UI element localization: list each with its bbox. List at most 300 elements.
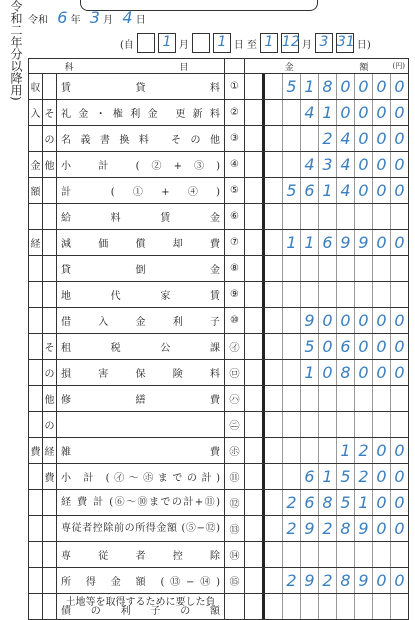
subgroup-cell [43, 542, 57, 568]
digit-cell[interactable]: 0 [372, 490, 390, 515]
digit-cell[interactable]: 0 [372, 178, 390, 203]
digit-cell[interactable]: 9 [354, 516, 372, 541]
digit-cell[interactable]: 4 [336, 152, 354, 177]
row-amount[interactable] [245, 178, 409, 204]
digit-cell[interactable]: 4 [300, 152, 318, 177]
digit-cell[interactable] [318, 256, 336, 281]
digit-cell[interactable]: 5 [282, 178, 300, 203]
group-cell: 金 [29, 152, 43, 178]
row-number: ㋥ [225, 412, 245, 438]
digit-cell[interactable] [262, 464, 282, 489]
digit-cell[interactable] [262, 568, 282, 593]
row-amount[interactable] [245, 152, 409, 178]
digit-cell[interactable]: 1 [300, 74, 318, 99]
subgroup-cell: の [43, 412, 57, 438]
row-label: 所 得 金 額 (⑬−⑭) [57, 568, 225, 594]
table-row [29, 438, 409, 464]
digit-cell[interactable]: 2 [354, 438, 372, 463]
row-label: 小 計 (㋑〜㋭までの計) [57, 464, 225, 490]
digit-cell[interactable]: 5 [282, 74, 300, 99]
digit-cell[interactable] [262, 438, 282, 463]
digit-cell[interactable]: 6 [300, 490, 318, 515]
digit-cell[interactable]: 5 [336, 464, 354, 489]
digit-cell[interactable] [262, 516, 282, 541]
digit-cell[interactable] [245, 282, 262, 307]
digit-cell[interactable] [282, 152, 300, 177]
digit-cell[interactable]: 1 [282, 230, 300, 255]
amount-digits[interactable] [245, 126, 408, 151]
digit-cell[interactable] [336, 256, 354, 281]
row-label: 修 繕 費 [57, 386, 225, 412]
row-label: 専 従 者 控 除 [57, 542, 225, 568]
digit-cell[interactable] [282, 438, 300, 463]
digit-cell[interactable] [282, 542, 300, 567]
digit-cell[interactable]: 0 [390, 568, 408, 593]
table-row [29, 334, 409, 360]
digit-cell[interactable] [245, 152, 262, 177]
digit-cell[interactable]: 6 [318, 230, 336, 255]
amount-digits[interactable] [245, 308, 408, 333]
digit-cell[interactable]: 0 [372, 516, 390, 541]
digit-cell[interactable]: 8 [336, 568, 354, 593]
digit-cell[interactable]: 2 [318, 126, 336, 151]
row-amount[interactable] [245, 308, 409, 334]
digit-cell[interactable] [245, 126, 262, 151]
digit-cell[interactable]: 0 [354, 74, 372, 99]
group-cell [29, 334, 43, 360]
digit-cell[interactable] [354, 282, 372, 307]
digit-cell[interactable] [300, 386, 318, 411]
digit-cell[interactable] [245, 360, 262, 385]
amount-digits[interactable] [245, 542, 408, 567]
digit-cell[interactable] [336, 412, 354, 437]
period-row: (自 1 月 1 日 至 1 12 月 3 31 日) [120, 33, 371, 53]
digit-cell[interactable]: 4 [336, 178, 354, 203]
digit-cell[interactable] [245, 490, 262, 515]
header-frame [80, 0, 318, 11]
digit-cell[interactable] [262, 74, 282, 99]
digit-cell[interactable]: 0 [372, 152, 390, 177]
row-amount[interactable] [245, 386, 409, 412]
digit-cell[interactable] [300, 412, 318, 437]
digit-cell[interactable] [372, 594, 390, 619]
digit-cell[interactable]: 9 [300, 308, 318, 333]
digit-cell[interactable]: 8 [318, 74, 336, 99]
digit-cell[interactable]: 8 [318, 490, 336, 515]
row-label [57, 412, 225, 438]
digit-cell[interactable]: 6 [300, 178, 318, 203]
digit-cell[interactable] [245, 516, 262, 541]
digit-cell[interactable]: 1 [336, 438, 354, 463]
digit-cell[interactable]: 0 [372, 334, 390, 359]
digit-cell[interactable]: 1 [300, 360, 318, 385]
digit-cell[interactable]: 0 [372, 568, 390, 593]
amount-digits[interactable] [245, 282, 408, 307]
group-cell [29, 412, 43, 438]
digit-cell[interactable] [390, 282, 408, 307]
digit-cell[interactable]: 2 [282, 490, 300, 515]
group-cell: 費 [29, 438, 43, 464]
digit-cell[interactable] [262, 542, 282, 567]
digit-cell[interactable] [282, 100, 300, 125]
digit-cell[interactable] [318, 438, 336, 463]
form-side-label: 令和二年分以降用) [9, 0, 23, 101]
digit-cell[interactable] [262, 152, 282, 177]
amount-digits[interactable] [245, 334, 408, 359]
digit-cell[interactable]: 9 [354, 568, 372, 593]
digit-cell[interactable]: 2 [354, 464, 372, 489]
digit-cell[interactable] [318, 542, 336, 567]
digit-cell[interactable] [354, 256, 372, 281]
digit-cell[interactable]: 0 [390, 334, 408, 359]
digit-cell[interactable] [245, 464, 262, 489]
row-number: ② [225, 100, 245, 126]
amount-digits[interactable] [245, 386, 408, 411]
digit-cell[interactable]: 8 [336, 516, 354, 541]
digit-cell[interactable]: 0 [336, 74, 354, 99]
group-cell [29, 282, 43, 308]
digit-cell[interactable] [390, 386, 408, 411]
row-amount[interactable] [245, 568, 409, 594]
digit-cell[interactable]: 1 [318, 464, 336, 489]
digit-cell[interactable]: 0 [354, 360, 372, 385]
digit-cell[interactable] [372, 256, 390, 281]
digit-cell[interactable]: 0 [318, 334, 336, 359]
digit-cell[interactable] [245, 568, 262, 593]
digit-cell[interactable]: 2 [282, 516, 300, 541]
digit-cell[interactable]: 1 [354, 490, 372, 515]
digit-cell[interactable] [300, 256, 318, 281]
digit-cell[interactable] [245, 74, 262, 99]
table-row [29, 386, 409, 412]
digit-cell[interactable] [300, 282, 318, 307]
amount-digits[interactable] [245, 100, 408, 125]
table-row [29, 464, 409, 490]
row-amount[interactable] [245, 360, 409, 386]
digit-cell[interactable] [372, 412, 390, 437]
digit-cell[interactable] [390, 542, 408, 567]
row-label: 賃 貸 料 [57, 74, 225, 100]
subgroup-cell [43, 178, 57, 204]
digit-cell[interactable]: 0 [390, 230, 408, 255]
amount-digits[interactable] [245, 464, 408, 489]
subgroup-cell: 他 [43, 152, 57, 178]
digit-cell[interactable] [282, 308, 300, 333]
row-amount[interactable] [245, 282, 409, 308]
from-day[interactable]: 1 [213, 33, 231, 53]
digit-cell[interactable] [262, 282, 282, 307]
subgroup-cell [43, 490, 57, 516]
row-number [225, 594, 245, 620]
row-number: ④ [225, 152, 245, 178]
row-amount[interactable] [245, 516, 409, 542]
row-number: ⑪ [225, 464, 245, 490]
row-amount[interactable] [245, 438, 409, 464]
row-number: ⑫ [225, 490, 245, 516]
digit-cell[interactable] [262, 308, 282, 333]
month-value[interactable]: 3 [89, 8, 100, 27]
digit-cell[interactable] [300, 594, 318, 619]
amount-digits[interactable] [245, 490, 408, 515]
amount-digits[interactable] [245, 412, 408, 437]
row-amount[interactable] [245, 464, 409, 490]
digit-cell[interactable] [372, 386, 390, 411]
digit-cell[interactable]: 0 [390, 178, 408, 203]
digit-cell[interactable] [262, 386, 282, 411]
to-day[interactable]: 31 [336, 33, 354, 53]
digit-cell[interactable] [354, 594, 372, 619]
digit-cell[interactable]: 2 [318, 568, 336, 593]
group-cell [29, 490, 43, 516]
era-label: 令和 [28, 15, 48, 26]
amount-digits[interactable] [245, 204, 408, 229]
row-amount[interactable] [245, 412, 409, 438]
digit-cell[interactable]: 0 [390, 490, 408, 515]
digit-cell[interactable] [390, 594, 408, 619]
digit-cell[interactable] [245, 542, 262, 567]
digit-cell[interactable] [354, 542, 372, 567]
group-cell [29, 256, 43, 282]
digit-cell[interactable]: 4 [300, 100, 318, 125]
digit-cell[interactable] [282, 464, 300, 489]
year-value[interactable]: 6 [57, 8, 68, 27]
digit-cell[interactable]: 3 [318, 152, 336, 177]
digit-cell[interactable] [282, 594, 300, 619]
digit-cell[interactable]: 0 [372, 126, 390, 151]
digit-cell[interactable]: 0 [390, 516, 408, 541]
digit-cell[interactable] [282, 204, 300, 229]
digit-cell[interactable] [336, 204, 354, 229]
day-unit: 日 [135, 15, 146, 26]
table-row [29, 74, 409, 100]
subgroup-cell: そ [43, 334, 57, 360]
group-cell [29, 204, 43, 230]
digit-cell[interactable]: 0 [372, 74, 390, 99]
row-amount[interactable] [245, 100, 409, 126]
digit-cell[interactable]: 5 [300, 334, 318, 359]
row-amount[interactable] [245, 334, 409, 360]
digit-cell[interactable]: 0 [336, 308, 354, 333]
digit-cell[interactable] [336, 542, 354, 567]
amount-digits[interactable] [245, 152, 408, 177]
digit-cell[interactable]: 0 [390, 438, 408, 463]
digit-cell[interactable] [245, 438, 262, 463]
digit-cell[interactable]: 0 [372, 100, 390, 125]
to-month[interactable]: 12 [281, 33, 299, 53]
digit-cell[interactable]: 0 [372, 464, 390, 489]
digit-cell[interactable] [262, 412, 282, 437]
row-label: 経 費 計 (⑥〜⑩までの計+⑪) [57, 490, 225, 516]
amount-digits[interactable] [245, 230, 408, 255]
row-label: 専従者控除前の所得金額 (⑤−⑫) [57, 516, 225, 542]
digit-cell[interactable] [318, 386, 336, 411]
digit-cell[interactable]: 2 [282, 568, 300, 593]
digit-cell[interactable] [318, 204, 336, 229]
digit-cell[interactable] [245, 204, 262, 229]
month-unit: 月 [103, 15, 114, 26]
digit-cell[interactable] [390, 412, 408, 437]
digit-cell[interactable]: 0 [372, 360, 390, 385]
row-number: ⑩ [225, 308, 245, 334]
digit-cell[interactable]: 0 [390, 126, 408, 151]
digit-cell[interactable] [336, 594, 354, 619]
subgroup-cell: の [43, 126, 57, 152]
digit-cell[interactable] [336, 282, 354, 307]
digit-cell[interactable] [300, 204, 318, 229]
digit-cell[interactable]: 5 [336, 490, 354, 515]
digit-cell[interactable] [245, 100, 262, 125]
digit-cell[interactable] [262, 594, 282, 619]
subgroup-cell [43, 256, 57, 282]
digit-cell[interactable]: 2 [318, 516, 336, 541]
digit-cell[interactable] [354, 412, 372, 437]
amount-digits[interactable] [245, 178, 408, 203]
digit-cell[interactable] [262, 230, 282, 255]
table-row [29, 204, 409, 230]
digit-cell[interactable]: 0 [354, 152, 372, 177]
digit-cell[interactable]: 0 [390, 308, 408, 333]
digit-cell[interactable] [262, 126, 282, 151]
digit-cell[interactable] [318, 594, 336, 619]
digit-cell[interactable]: 9 [300, 568, 318, 593]
amount-digits[interactable] [245, 516, 408, 541]
digit-cell[interactable]: 8 [336, 360, 354, 385]
row-amount[interactable] [245, 230, 409, 256]
digit-cell[interactable] [262, 100, 282, 125]
digit-cell[interactable] [245, 386, 262, 411]
row-amount[interactable] [245, 490, 409, 516]
row-amount[interactable] [245, 204, 409, 230]
digit-cell[interactable] [282, 126, 300, 151]
digit-cell[interactable] [282, 256, 300, 281]
digit-cell[interactable]: 0 [354, 178, 372, 203]
digit-cell[interactable]: 9 [354, 230, 372, 255]
table-row [29, 178, 409, 204]
digit-cell[interactable]: 0 [354, 334, 372, 359]
digit-cell[interactable] [262, 360, 282, 385]
digit-cell[interactable] [318, 282, 336, 307]
row-amount[interactable] [245, 542, 409, 568]
row-amount[interactable] [245, 256, 409, 282]
to-month-unit: 月 [301, 39, 312, 51]
digit-cell[interactable] [318, 412, 336, 437]
digit-cell[interactable] [336, 386, 354, 411]
digit-cell[interactable] [245, 334, 262, 359]
digit-cell[interactable] [262, 204, 282, 229]
from-day-unit: 日 [233, 39, 244, 51]
digit-cell[interactable] [354, 204, 372, 229]
digit-cell[interactable] [354, 386, 372, 411]
digit-cell[interactable]: 0 [318, 308, 336, 333]
row-number: ㋭ [225, 438, 245, 464]
digit-cell[interactable] [245, 256, 262, 281]
digit-cell[interactable] [282, 334, 300, 359]
digit-cell[interactable]: 6 [336, 334, 354, 359]
group-cell [29, 126, 43, 152]
subgroup-cell: の [43, 360, 57, 386]
digit-cell[interactable] [372, 204, 390, 229]
digit-cell[interactable]: 0 [390, 152, 408, 177]
row-amount[interactable] [245, 126, 409, 152]
digit-cell[interactable]: 0 [372, 308, 390, 333]
row-label: 計 (①+④) [57, 178, 225, 204]
digit-cell[interactable] [390, 256, 408, 281]
digit-cell[interactable] [262, 334, 282, 359]
digit-cell[interactable] [245, 594, 262, 619]
digit-cell[interactable] [262, 490, 282, 515]
row-number: ⑮ [225, 568, 245, 594]
digit-cell[interactable]: 0 [390, 100, 408, 125]
amount-digits[interactable] [245, 360, 408, 385]
digit-cell[interactable] [262, 178, 282, 203]
digit-cell[interactable]: 0 [372, 438, 390, 463]
digit-cell[interactable] [300, 438, 318, 463]
day-value[interactable]: 4 [122, 8, 133, 27]
amount-digits[interactable] [245, 74, 408, 99]
row-label: 土地等を取得するために要した負債の利子の額 [57, 594, 225, 620]
row-label: 地 代 家 賃 [57, 282, 225, 308]
group-cell [29, 516, 43, 542]
digit-cell[interactable]: 0 [372, 230, 390, 255]
row-number: ⑧ [225, 256, 245, 282]
period-open: (自 [120, 39, 134, 51]
digit-cell[interactable]: 9 [336, 230, 354, 255]
digit-cell[interactable]: 0 [318, 360, 336, 385]
digit-cell[interactable] [282, 282, 300, 307]
digit-cell[interactable]: 9 [300, 516, 318, 541]
digit-cell[interactable]: 1 [318, 100, 336, 125]
digit-cell[interactable] [262, 256, 282, 281]
subgroup-cell [43, 568, 57, 594]
digit-cell[interactable]: 0 [354, 126, 372, 151]
digit-cell[interactable]: 0 [354, 308, 372, 333]
table-row [29, 542, 409, 568]
row-amount[interactable] [245, 74, 409, 100]
digit-cell[interactable] [245, 230, 262, 255]
digit-cell[interactable] [300, 126, 318, 151]
digit-cell[interactable] [282, 412, 300, 437]
group-cell [29, 568, 43, 594]
digit-cell[interactable]: 4 [336, 126, 354, 151]
amount-digits[interactable] [245, 594, 408, 619]
digit-cell[interactable]: 1 [300, 230, 318, 255]
digit-cell[interactable]: 0 [390, 360, 408, 385]
group-cell [29, 464, 43, 490]
digit-cell[interactable] [300, 542, 318, 567]
digit-cell[interactable] [245, 308, 262, 333]
digit-cell[interactable] [245, 178, 262, 203]
digit-cell[interactable] [282, 360, 300, 385]
digit-cell[interactable]: 6 [300, 464, 318, 489]
digit-cell[interactable]: 0 [336, 100, 354, 125]
digit-cell[interactable] [282, 386, 300, 411]
digit-cell[interactable]: 0 [390, 74, 408, 99]
group-cell [29, 594, 43, 620]
digit-cell[interactable]: 0 [354, 100, 372, 125]
digit-cell[interactable] [390, 204, 408, 229]
digit-cell[interactable]: 1 [318, 178, 336, 203]
amount-digits[interactable] [245, 256, 408, 281]
amount-digits[interactable] [245, 568, 408, 593]
amount-digits[interactable] [245, 438, 408, 463]
to-word: 至 [246, 39, 257, 51]
row-amount[interactable] [245, 594, 409, 620]
digit-cell[interactable]: 0 [390, 464, 408, 489]
digit-cell[interactable] [372, 542, 390, 567]
from-month[interactable]: 1 [158, 33, 176, 53]
digit-cell[interactable] [245, 412, 262, 437]
digit-cell[interactable] [372, 282, 390, 307]
